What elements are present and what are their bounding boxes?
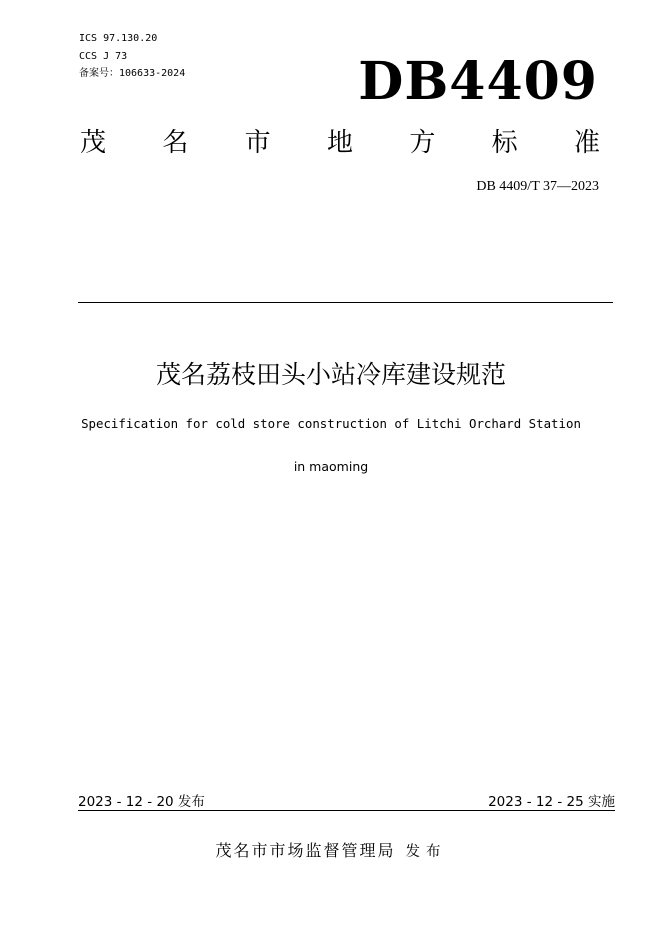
category-char: 市 [244,128,271,158]
standard-code: DB4409 [358,51,598,112]
standard-number: DB 4409/T 37—2023 [476,179,599,194]
issuer-action: 发布 [405,844,447,860]
ics-code: ICS 97.130.20 [79,33,158,44]
issuer-organization: 茂名市市场监督管理局 [215,841,396,860]
ccs-code: CCS J 73 [79,51,128,62]
category-char: 名 [162,128,189,158]
issue-date: 2023 - 12 - 20 发布 [78,794,205,810]
effective-date: 2023 - 12 - 25 实施 [488,794,615,810]
issuer-line [0,840,662,863]
document-title-chinese: 茂名荔枝田头小站冷库建设规范 [155,360,506,389]
category-char: 方 [409,128,436,158]
category-char: 标 [491,128,518,158]
filing-number: 备案号：106633-2024 [79,68,186,79]
standard-category-title [80,126,600,160]
footer-divider [78,810,615,811]
category-char: 茂 [80,128,107,158]
category-char: 准 [573,128,600,158]
document-title-english: Specification for cold store construction of Litchi Orchard Station [81,416,581,431]
category-char: 地 [326,128,353,158]
document-title-english-continued: in maoming [293,459,369,474]
header-divider [78,302,613,303]
